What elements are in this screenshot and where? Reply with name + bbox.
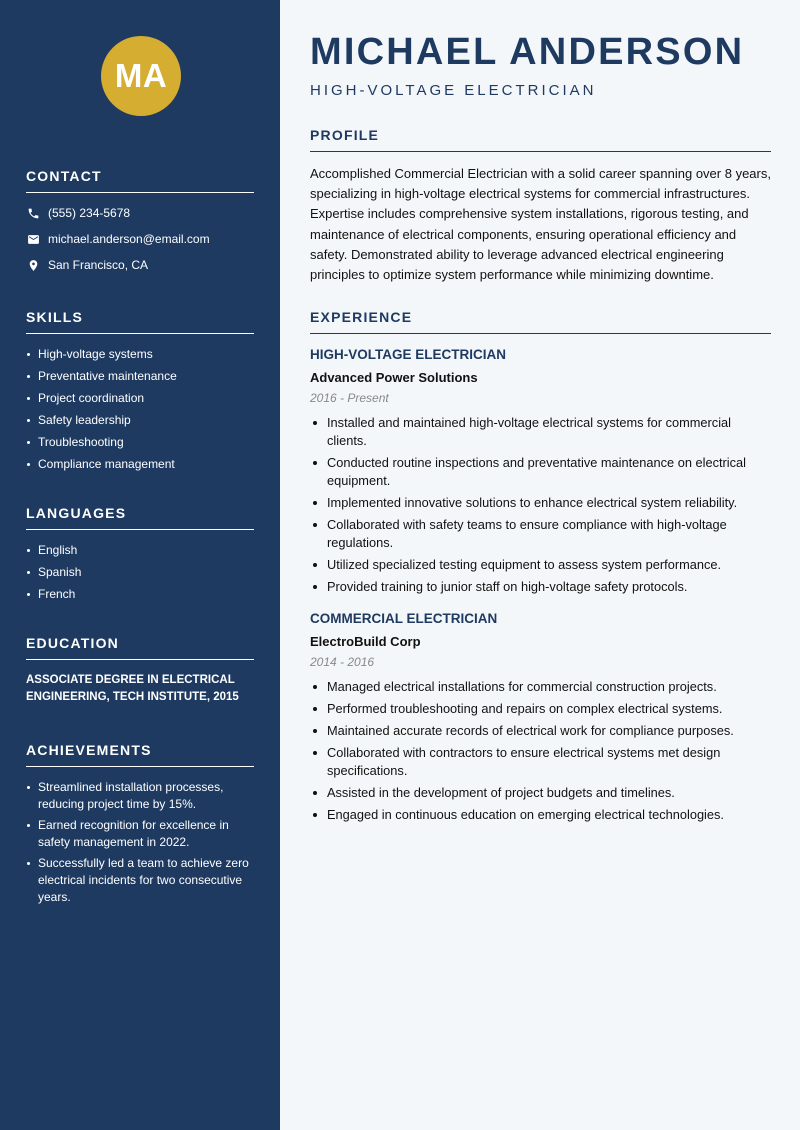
experience-heading: EXPERIENCE bbox=[310, 309, 771, 334]
achievements-list bbox=[26, 779, 254, 906]
profile-heading: PROFILE bbox=[310, 127, 771, 152]
phone-icon bbox=[26, 206, 40, 220]
skills-heading: SKILLS bbox=[26, 309, 254, 334]
job-bullet: Collaborated with safety teams to ensure compliance with high-voltage regulations. bbox=[310, 516, 771, 552]
skill-item: Project coordination bbox=[26, 390, 254, 407]
job-bullet: Conducted routine inspections and preventative maintenance on electrical equipment. bbox=[310, 454, 771, 490]
skill-item: Safety leadership bbox=[26, 412, 254, 429]
location-text: San Francisco, CA bbox=[48, 258, 149, 272]
avatar-initials: MA bbox=[114, 57, 168, 94]
location-pin-icon bbox=[26, 258, 40, 272]
candidate-role: HIGH-VOLTAGE ELECTRICIAN bbox=[310, 82, 597, 99]
profile-section bbox=[310, 127, 771, 285]
main-content bbox=[280, 0, 800, 1130]
contact-location bbox=[26, 257, 254, 273]
candidate-name: MICHAEL ANDERSON bbox=[310, 31, 745, 73]
achievement-item: Streamlined installation processes, reducing project time by 15%. bbox=[26, 779, 254, 813]
achievements-heading: ACHIEVEMENTS bbox=[26, 742, 254, 767]
skill-item: Troubleshooting bbox=[26, 434, 254, 451]
profile-summary: Accomplished Commercial Electrician with a solid career spanning over 8 years, specializing in high-voltage electrical systems for commercial infrastructures. Expertise includes comprehensive system installations, rigorous testing, and maintenance of electrical components, ensuring operational efficiency and safety. Demonstrated ability to leverage advanced electrical engineering principles to optimize system performance while minimizing downtime. bbox=[310, 166, 771, 283]
job-title: COMMERCIAL ELECTRICIAN bbox=[310, 611, 498, 627]
job-bullet: Engaged in continuous education on emerging electrical technologies. bbox=[310, 806, 771, 824]
contact-heading: CONTACT bbox=[26, 168, 254, 193]
job-dates: 2016 - Present bbox=[310, 391, 389, 406]
job-bullets bbox=[310, 678, 771, 824]
education-section bbox=[26, 635, 254, 706]
languages-section bbox=[26, 505, 254, 603]
skill-item: Preventative maintenance bbox=[26, 368, 254, 385]
sidebar bbox=[0, 0, 280, 1130]
job-bullet: Performed troubleshooting and repairs on complex electrical systems. bbox=[310, 700, 771, 718]
skill-item: Compliance management bbox=[26, 456, 254, 473]
job-bullet: Utilized specialized testing equipment to assess system performance. bbox=[310, 556, 771, 574]
email-text[interactable]: michael.anderson@email.com bbox=[48, 232, 210, 246]
job-bullet: Implemented innovative solutions to enhance electrical system reliability. bbox=[310, 494, 771, 512]
job-bullet: Provided training to junior staff on high-voltage safety protocols. bbox=[310, 578, 771, 596]
job-bullets bbox=[310, 414, 771, 596]
company-name: ElectroBuild Corp bbox=[310, 634, 421, 650]
languages-list bbox=[26, 542, 254, 603]
skill-item: High-voltage systems bbox=[26, 346, 254, 363]
skills-section bbox=[26, 309, 254, 473]
contact-phone bbox=[26, 205, 254, 221]
job-entry bbox=[310, 610, 771, 824]
achievement-item: Successfully led a team to achieve zero electrical incidents for two consecutive years. bbox=[26, 855, 254, 906]
phone-text[interactable]: (555) 234-5678 bbox=[48, 206, 131, 220]
education-entry: ASSOCIATE DEGREE IN ELECTRICAL ENGINEERING, TECH INSTITUTE, 2015 bbox=[26, 674, 239, 703]
contact-section bbox=[26, 168, 254, 273]
job-dates: 2014 - 2016 bbox=[310, 655, 375, 670]
job-bullet: Managed electrical installations for commercial construction projects. bbox=[310, 678, 771, 696]
job-bullet: Assisted in the development of project budgets and timelines. bbox=[310, 784, 771, 802]
company-name: Advanced Power Solutions bbox=[310, 370, 478, 386]
language-item: English bbox=[26, 542, 254, 559]
job-bullet: Installed and maintained high-voltage electrical systems for commercial clients. bbox=[310, 414, 771, 450]
language-item: French bbox=[26, 586, 254, 603]
job-bullet: Collaborated with contractors to ensure electrical systems met design specifications. bbox=[310, 744, 771, 780]
language-item: Spanish bbox=[26, 564, 254, 581]
contact-email bbox=[26, 231, 254, 247]
job-bullet: Maintained accurate records of electrical work for compliance purposes. bbox=[310, 722, 771, 740]
avatar bbox=[101, 36, 181, 116]
education-heading: EDUCATION bbox=[26, 635, 254, 660]
job-title: HIGH-VOLTAGE ELECTRICIAN bbox=[310, 347, 506, 363]
email-icon bbox=[26, 232, 40, 246]
skills-list bbox=[26, 346, 254, 473]
experience-section bbox=[310, 309, 771, 824]
job-entry bbox=[310, 346, 771, 596]
achievement-item: Earned recognition for excellence in safety management in 2022. bbox=[26, 817, 254, 851]
achievements-section bbox=[26, 742, 254, 906]
languages-heading: LANGUAGES bbox=[26, 505, 254, 530]
